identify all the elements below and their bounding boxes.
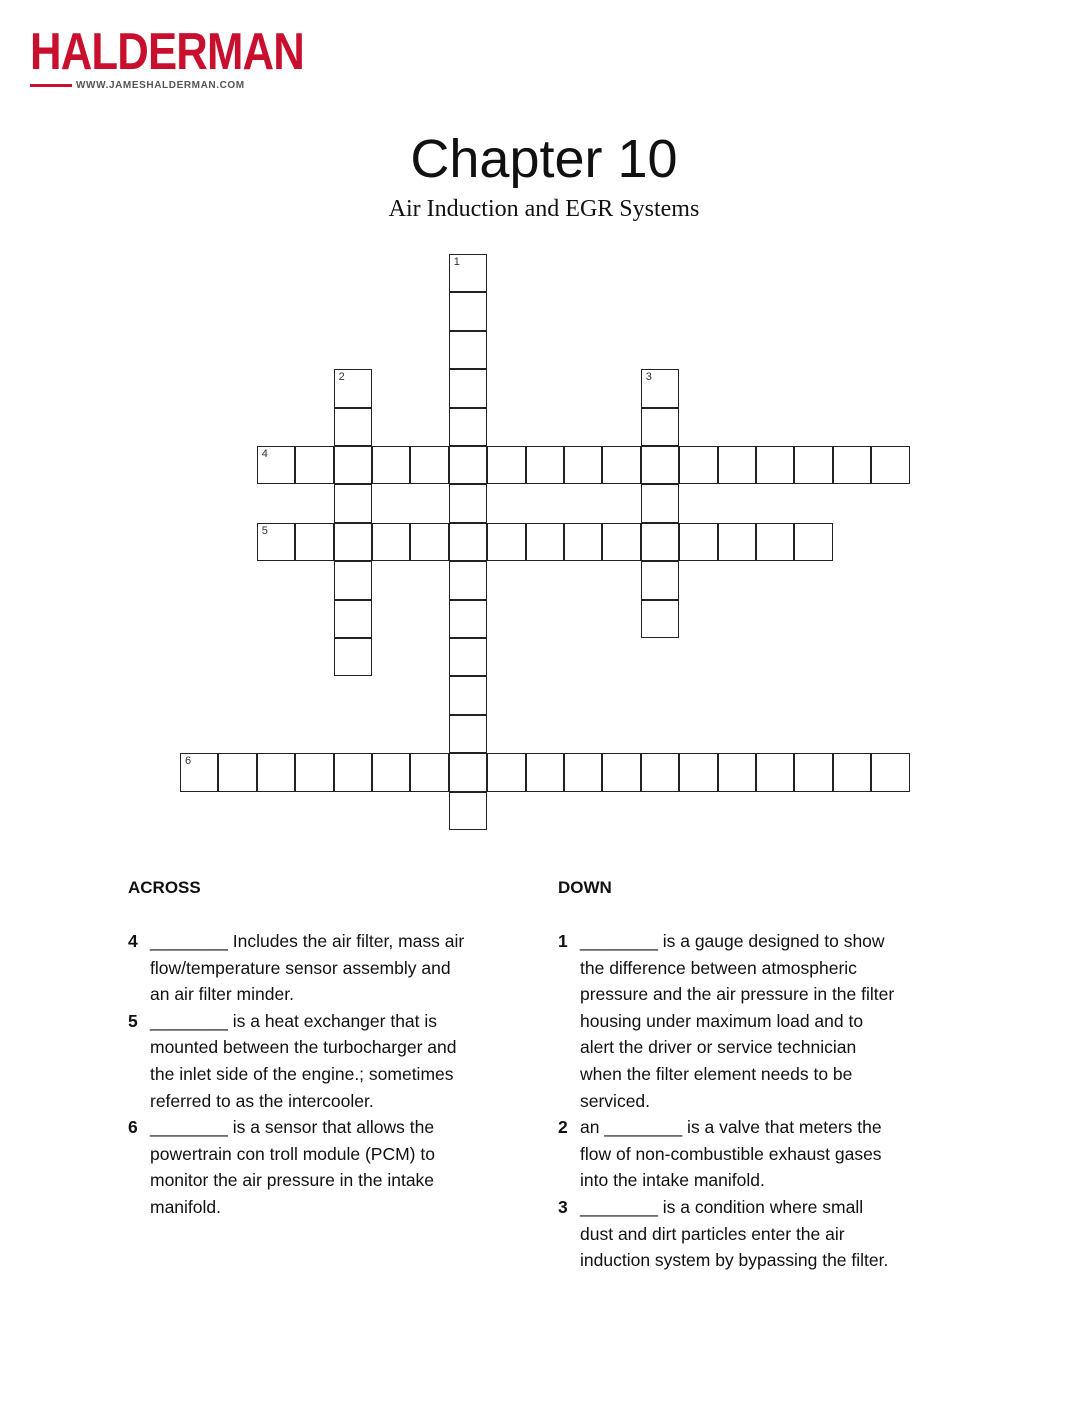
clue-text-line: an ________ is a valve that meters the	[580, 1117, 882, 1138]
crossword-cell[interactable]	[679, 523, 717, 561]
clue-number-label: 2	[338, 371, 345, 384]
crossword-cell[interactable]	[602, 753, 640, 791]
clue-number: 1	[558, 931, 568, 951]
crossword-cell[interactable]	[756, 753, 794, 791]
clue-number-label: 4	[261, 448, 268, 460]
across-clue-list	[128, 928, 528, 1221]
across-clue	[128, 928, 528, 1008]
crossword-cell[interactable]	[449, 753, 487, 791]
crossword-cell[interactable]	[295, 753, 333, 791]
crossword-cell[interactable]	[641, 561, 679, 599]
crossword-cell[interactable]	[334, 408, 372, 446]
clue-text-line: ________ is a sensor that allows the	[150, 1117, 435, 1138]
clue-text-line: monitor the air pressure in the intake	[150, 1170, 435, 1191]
down-clue-list	[558, 928, 958, 1274]
crossword-cell[interactable]	[449, 638, 487, 676]
clue-text-line: dust and dirt particles enter the air	[580, 1223, 845, 1244]
crossword-cell[interactable]	[334, 753, 372, 791]
crossword-cell[interactable]	[449, 484, 487, 522]
clue-number-label: 5	[261, 524, 268, 537]
crossword-cell[interactable]	[641, 446, 679, 484]
crossword-cell[interactable]	[564, 753, 602, 791]
clue-text-line: ________ is a heat exchanger that is	[150, 1010, 438, 1031]
brand-url: WWW.JAMESHALDERMAN.COM	[76, 80, 245, 91]
crossword-cell[interactable]	[449, 600, 487, 638]
crossword-cell[interactable]	[487, 753, 525, 791]
down-clue	[558, 1114, 958, 1194]
halderman-logo	[30, 23, 304, 91]
crossword-cell[interactable]	[526, 523, 564, 561]
crossword-cell[interactable]	[449, 292, 487, 330]
clue-text-line: powertrain con troll module (PCM) to	[150, 1143, 435, 1164]
crossword-cell[interactable]	[334, 484, 372, 522]
crossword-cell[interactable]	[449, 561, 487, 599]
crossword-cell[interactable]	[449, 446, 487, 484]
clue-number: 4	[128, 931, 138, 951]
crossword-cell[interactable]	[526, 753, 564, 791]
crossword-cell[interactable]	[641, 408, 679, 446]
crossword-cell[interactable]	[756, 523, 794, 561]
crossword-cell[interactable]	[449, 331, 487, 369]
crossword-cell[interactable]	[334, 369, 372, 407]
down-clue	[558, 1194, 958, 1274]
crossword-cell[interactable]	[487, 523, 525, 561]
page-subtitle: Air Induction and EGR Systems	[388, 196, 700, 222]
crossword-cell[interactable]	[334, 523, 372, 561]
crossword-cell[interactable]	[833, 446, 871, 484]
crossword-cell[interactable]	[602, 523, 640, 561]
crossword-cell[interactable]	[487, 446, 525, 484]
crossword-cell[interactable]	[334, 638, 372, 676]
crossword-cell[interactable]	[218, 753, 256, 791]
crossword-cell[interactable]	[449, 676, 487, 714]
clue-number-label: 6	[185, 755, 192, 768]
crossword-cell[interactable]	[526, 446, 564, 484]
crossword-cell[interactable]	[756, 446, 794, 484]
crossword-cell[interactable]	[871, 753, 909, 791]
crossword-cell[interactable]	[833, 753, 871, 791]
crossword-cell[interactable]	[410, 753, 448, 791]
crossword-cell[interactable]	[794, 446, 832, 484]
clue-text-line: flow/temperature sensor assembly and	[150, 957, 451, 978]
crossword-cell[interactable]	[295, 446, 333, 484]
crossword-cell[interactable]	[718, 446, 756, 484]
crossword-cell[interactable]	[334, 561, 372, 599]
crossword-cell[interactable]	[679, 753, 717, 791]
crossword-cell[interactable]	[564, 446, 602, 484]
crossword-cell[interactable]	[449, 792, 487, 830]
down-clue	[558, 928, 958, 1114]
clue-text-line: ________ Includes the air filter, mass air	[150, 931, 465, 951]
clue-text-line: housing under maximum load and to	[580, 1010, 864, 1031]
clue-number-label: 3	[645, 371, 652, 384]
clue-text-line: mounted between the turbocharger and	[150, 1037, 457, 1058]
clue-text-line: ________ is a gauge designed to show	[580, 931, 885, 951]
clue-text-line: induction system by bypassing the filter.	[580, 1250, 889, 1271]
crossword-cell[interactable]	[449, 523, 487, 561]
clue-number-label: 1	[453, 256, 460, 268]
crossword-cell[interactable]	[257, 523, 295, 561]
clue-number: 2	[558, 1117, 568, 1138]
crossword-cell[interactable]	[334, 446, 372, 484]
crossword-cell[interactable]	[679, 446, 717, 484]
clue-number: 3	[558, 1196, 568, 1217]
crossword-cell[interactable]	[410, 523, 448, 561]
clue-number: 5	[128, 1010, 138, 1031]
clue-text-line: ________ is a condition where small	[580, 1196, 864, 1217]
crossword-cell[interactable]	[372, 523, 410, 561]
clue-text-line: when the filter element needs to be	[580, 1063, 853, 1084]
crossword-cell[interactable]	[718, 523, 756, 561]
crossword-cell[interactable]	[257, 446, 295, 484]
crossword-cell[interactable]	[372, 753, 410, 791]
crossword-cell[interactable]	[718, 753, 756, 791]
across-clue	[128, 1008, 528, 1114]
crossword-cell[interactable]	[449, 408, 487, 446]
brand-name: HALDERMAN	[30, 23, 304, 81]
crossword-cell[interactable]	[871, 446, 909, 484]
crossword-cell[interactable]	[641, 753, 679, 791]
crossword-cell[interactable]	[449, 715, 487, 753]
crossword-cell[interactable]	[641, 523, 679, 561]
crossword-cell[interactable]	[794, 753, 832, 791]
clue-text-line: flow of non-combustible exhaust gases	[580, 1143, 882, 1164]
crossword-cell[interactable]	[449, 369, 487, 407]
clue-text-line: referred to as the intercooler.	[150, 1090, 374, 1111]
across-heading: ACROSS	[128, 878, 201, 897]
crossword-cell[interactable]	[641, 484, 679, 522]
crossword-cell[interactable]	[602, 446, 640, 484]
crossword-cell[interactable]	[564, 523, 602, 561]
down-heading: DOWN	[558, 878, 612, 897]
clue-text-line: into the intake manifold.	[580, 1170, 765, 1191]
clue-text-line: alert the driver or service technician	[580, 1037, 857, 1058]
crossword-cell[interactable]	[449, 254, 487, 292]
crossword-cell[interactable]	[641, 369, 679, 407]
across-clue	[128, 1114, 528, 1220]
crossword-cell[interactable]	[180, 753, 218, 791]
clue-text-line: pressure and the air pressure in the filter	[580, 984, 895, 1005]
clue-text-line: serviced.	[580, 1090, 651, 1111]
crossword-cell[interactable]	[641, 600, 679, 638]
clue-text-line: manifold.	[150, 1196, 222, 1217]
clue-text-line: the inlet side of the engine.; sometimes	[150, 1063, 454, 1084]
crossword-cell[interactable]	[334, 600, 372, 638]
logo-accent-bar	[30, 84, 72, 87]
crossword-cell[interactable]	[295, 523, 333, 561]
clue-number: 6	[128, 1117, 138, 1138]
clue-text-line: an air filter minder.	[150, 984, 294, 1005]
crossword-cell[interactable]	[410, 446, 448, 484]
crossword-cell[interactable]	[257, 753, 295, 791]
crossword-cell[interactable]	[372, 446, 410, 484]
crossword-cell[interactable]	[794, 523, 832, 561]
clue-text-line: the difference between atmospheric	[580, 957, 857, 978]
page-title: Chapter 10	[410, 129, 678, 189]
